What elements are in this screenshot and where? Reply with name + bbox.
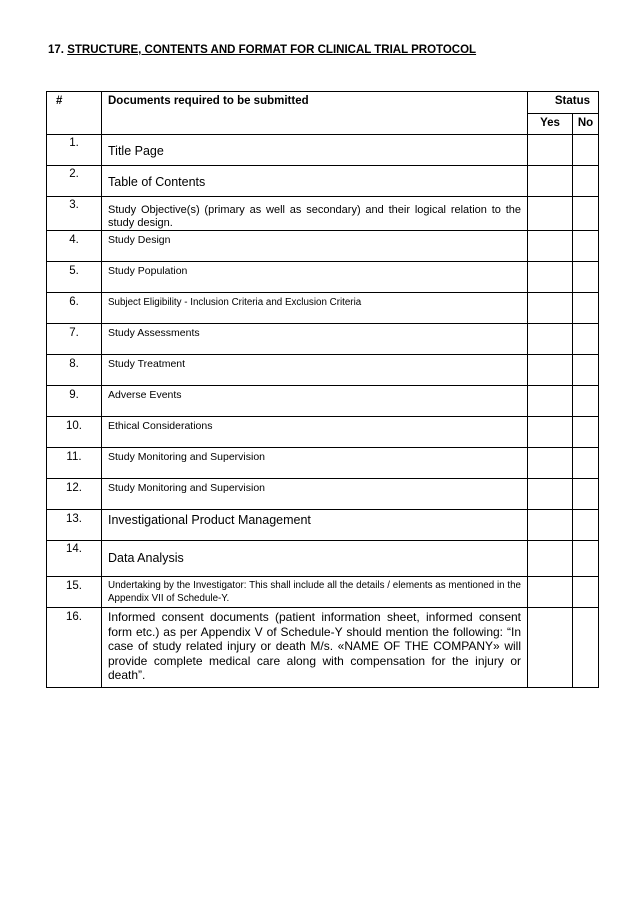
row-document: Ethical Considerations	[102, 417, 528, 448]
status-no-cell[interactable]	[573, 135, 599, 166]
row-document: Study Monitoring and Supervision	[102, 448, 528, 479]
status-no-cell[interactable]	[573, 166, 599, 197]
row-number: 15.	[47, 577, 102, 608]
protocol-checklist-table	[46, 91, 599, 688]
status-no-cell[interactable]	[573, 417, 599, 448]
col-header-no: No	[573, 114, 599, 135]
row-number: 16.	[47, 608, 102, 688]
table-row	[47, 608, 599, 688]
status-no-cell[interactable]	[573, 386, 599, 417]
row-number: 4.	[47, 231, 102, 262]
row-document: Table of Contents	[102, 166, 528, 197]
status-yes-cell[interactable]	[528, 355, 573, 386]
row-number: 2.	[47, 166, 102, 197]
section-title: STRUCTURE, CONTENTS AND FORMAT FOR CLINICAL TRIAL PROTOCOL	[67, 44, 477, 56]
table-row	[47, 510, 599, 541]
table-row	[47, 197, 599, 231]
status-yes-cell[interactable]	[528, 386, 573, 417]
status-no-cell[interactable]	[573, 577, 599, 608]
status-yes-cell[interactable]	[528, 448, 573, 479]
status-no-cell[interactable]	[573, 608, 599, 688]
row-number: 5.	[47, 262, 102, 293]
row-number: 9.	[47, 386, 102, 417]
table-row	[47, 417, 599, 448]
row-document: Study Monitoring and Supervision	[102, 479, 528, 510]
row-number: 3.	[47, 197, 102, 231]
status-no-cell[interactable]	[573, 293, 599, 324]
table-row	[47, 448, 599, 479]
row-document: Title Page	[102, 135, 528, 166]
status-yes-cell[interactable]	[528, 324, 573, 355]
col-header-number: #	[47, 92, 102, 135]
status-yes-cell[interactable]	[528, 166, 573, 197]
table-row	[47, 577, 599, 608]
table-row	[47, 355, 599, 386]
table-row	[47, 135, 599, 166]
status-no-cell[interactable]	[573, 479, 599, 510]
section-number: 17.	[48, 44, 64, 56]
table-row	[47, 324, 599, 355]
row-number: 10.	[47, 417, 102, 448]
table-row	[47, 166, 599, 197]
row-number: 8.	[47, 355, 102, 386]
table-row	[47, 541, 599, 577]
status-yes-cell[interactable]	[528, 197, 573, 231]
status-yes-cell[interactable]	[528, 231, 573, 262]
row-document: Study Design	[102, 231, 528, 262]
row-number: 13.	[47, 510, 102, 541]
col-header-documents: Documents required to be submitted	[102, 92, 528, 135]
status-no-cell[interactable]	[573, 197, 599, 231]
row-document: Investigational Product Management	[102, 510, 528, 541]
row-number: 12.	[47, 479, 102, 510]
status-no-cell[interactable]	[573, 262, 599, 293]
row-number: 7.	[47, 324, 102, 355]
row-document: Undertaking by the Investigator: This shall include all the details / elements as mentioned in the Appendix VII of Schedule-Y.	[102, 577, 528, 608]
status-yes-cell[interactable]	[528, 135, 573, 166]
status-yes-cell[interactable]	[528, 577, 573, 608]
status-no-cell[interactable]	[573, 324, 599, 355]
row-number: 11.	[47, 448, 102, 479]
row-document: Informed consent documents (patient information sheet, informed consent form etc.) as per Appendix V of Schedule-Y should mention the following: “In case of study related injury or death M/s. «NAME OF THE COMPANY» will provide complete medical care along with compensation for the injury or death”.	[102, 608, 528, 688]
section-heading	[48, 44, 476, 56]
status-yes-cell[interactable]	[528, 479, 573, 510]
row-document: Study Assessments	[102, 324, 528, 355]
row-document: Subject Eligibility - Inclusion Criteria and Exclusion Criteria	[102, 293, 528, 324]
row-number: 1.	[47, 135, 102, 166]
table-row	[47, 293, 599, 324]
status-yes-cell[interactable]	[528, 608, 573, 688]
table-header-row	[47, 92, 599, 114]
table-row	[47, 479, 599, 510]
status-yes-cell[interactable]	[528, 417, 573, 448]
table-row	[47, 386, 599, 417]
row-document: Data Analysis	[102, 541, 528, 577]
status-no-cell[interactable]	[573, 448, 599, 479]
status-no-cell[interactable]	[573, 510, 599, 541]
status-no-cell[interactable]	[573, 231, 599, 262]
status-yes-cell[interactable]	[528, 262, 573, 293]
row-document: Adverse Events	[102, 386, 528, 417]
row-document: Study Objective(s) (primary as well as secondary) and their logical relation to the study design.	[102, 197, 528, 231]
table-row	[47, 262, 599, 293]
status-yes-cell[interactable]	[528, 293, 573, 324]
table-row	[47, 231, 599, 262]
row-number: 6.	[47, 293, 102, 324]
row-document: Study Treatment	[102, 355, 528, 386]
row-document: Study Population	[102, 262, 528, 293]
status-yes-cell[interactable]	[528, 541, 573, 577]
col-header-status: Status	[528, 92, 599, 114]
row-number: 14.	[47, 541, 102, 577]
status-yes-cell[interactable]	[528, 510, 573, 541]
status-no-cell[interactable]	[573, 355, 599, 386]
status-no-cell[interactable]	[573, 541, 599, 577]
col-header-yes: Yes	[528, 114, 573, 135]
